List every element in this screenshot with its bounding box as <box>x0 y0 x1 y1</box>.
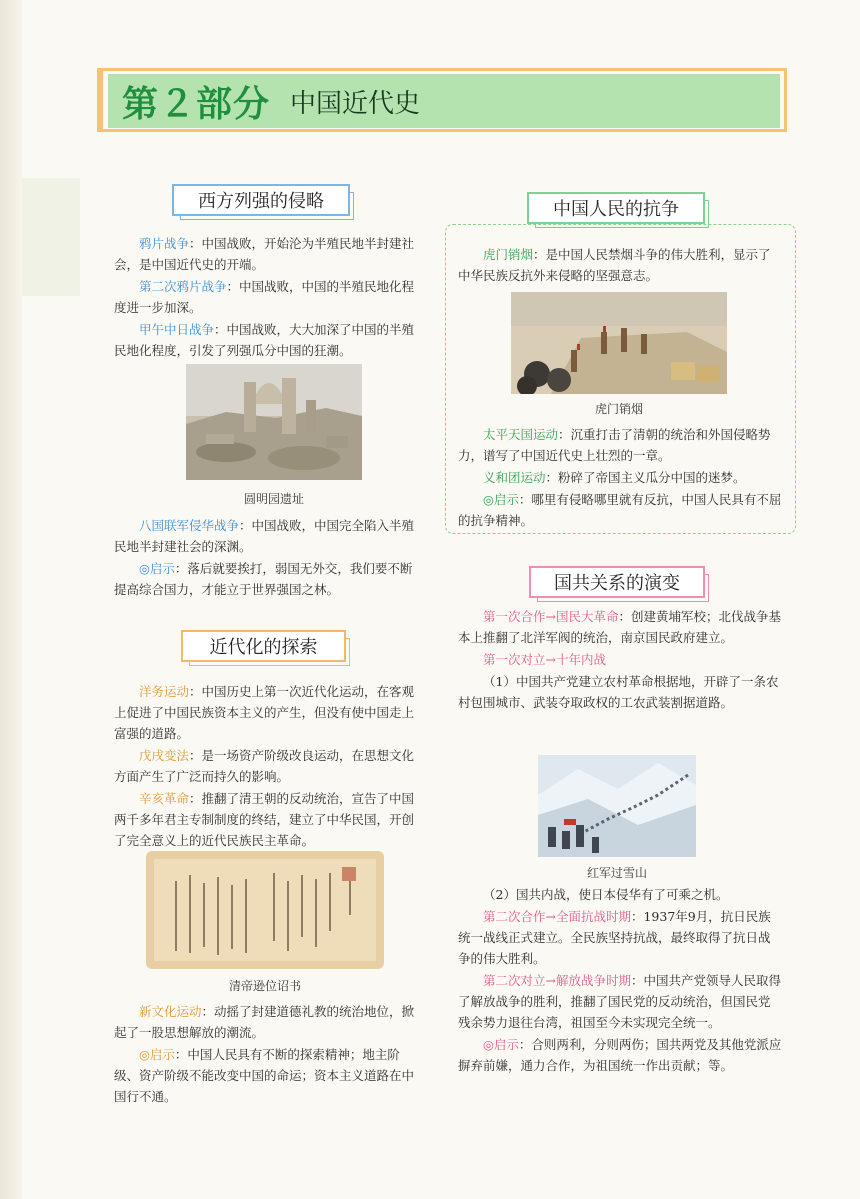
modern-items <box>114 681 418 852</box>
red-army-snow-mountain-image <box>538 755 696 857</box>
item-key: 太平天国运动 <box>483 427 559 442</box>
item-key: 鸦片战争 <box>139 236 190 251</box>
list-item <box>114 276 418 318</box>
item-key: 八国联军侵华战争 <box>139 518 240 533</box>
part-banner <box>108 74 780 128</box>
item-text: （1）中国共产党建立农村革命根据地，开辟了一条农村包围城市、武装夺取政权的工农武装割据道路。 <box>458 674 779 710</box>
image-caption: 红军过雪山 <box>586 866 647 880</box>
hint-text: ：合则两利，分则两伤；国共两党及其他党派应摒弃前嫌，通力合作，为祖国统一作出贡献；等。 <box>458 1037 782 1073</box>
kmt-cpc-items-2 <box>458 884 782 1077</box>
item-text: ：沉重打击了清朝的统治和外国侵略势力，谱写了中国近代史上壮烈的一章。 <box>458 427 771 463</box>
image-caption: 圆明园遗址 <box>243 492 304 506</box>
hint-text: ：中国人民具有不断的探索精神；地主阶级、资产阶级不能改变中国的命运；资本主义道路在中国行不通。 <box>114 1047 415 1104</box>
item-text: ：动摇了封建道德礼教的统治地位，掀起了一股思想解放的潮流。 <box>114 1004 415 1040</box>
item-key: 洋务运动 <box>139 684 190 699</box>
list-item <box>458 906 782 969</box>
hint-text: ：落后就要挨打，弱国无外交，我们要不断提高综合国力，才能立于世界强国之林。 <box>114 561 413 597</box>
kmt-cpc-items <box>458 606 782 714</box>
resist-items <box>458 244 782 287</box>
item-key: 第一次对立→十年内战 <box>483 652 606 667</box>
list-item <box>458 671 782 713</box>
item-text: ：是中国人民禁烟斗争的伟大胜利，显示了中华民族反抗外来侵略的坚强意志。 <box>458 247 771 283</box>
item-key: 虎门销烟 <box>483 247 534 262</box>
list-item <box>114 233 418 275</box>
item-key: 第二次合作→全面抗战时期 <box>483 909 631 924</box>
item-text: ：中国战败，开始沦为半殖民地半封建社会，是中国近代史的开端。 <box>114 236 415 272</box>
image-caption: 清帝逊位诏书 <box>228 979 301 993</box>
item-key: 甲午中日战争 <box>139 322 215 337</box>
hint <box>458 489 782 531</box>
page-edge <box>0 0 22 1199</box>
hint <box>114 558 418 600</box>
item-key: 新文化运动 <box>139 1004 202 1019</box>
item-text: ：是一场资产阶级改良运动，在思想文化方面产生了广泛而持久的影响。 <box>114 748 415 784</box>
section-heading-text: 中国人民的抗争 <box>553 199 679 220</box>
part-title: 中国近代史 <box>290 88 421 119</box>
yuanmingyuan-ruins-image <box>186 364 362 480</box>
list-item <box>458 467 782 488</box>
list-item <box>458 606 782 648</box>
item-key: 第二次对立→解放战争时期 <box>483 973 631 988</box>
item-text: ：1937年9月，抗日民族统一战线正式建立。全民族坚持抗战，最终取得了抗日战争的伟大胜利。 <box>458 909 771 966</box>
list-item <box>458 884 782 905</box>
section-heading-kmt-cpc <box>529 566 705 598</box>
item-text: ：中国战败，中国的半殖民地化程度进一步加深。 <box>114 279 415 315</box>
list-item <box>114 681 418 744</box>
section-heading-modern <box>181 630 346 662</box>
list-item <box>114 1001 418 1043</box>
section-heading-resist <box>527 192 705 224</box>
humen-opium-image <box>511 292 727 394</box>
abdication-edict-image <box>146 851 384 969</box>
item-text: （2）国共内战，使日本侵华有了可乘之机。 <box>483 887 729 902</box>
list-item <box>458 649 782 670</box>
hint <box>458 1034 782 1076</box>
item-key: 义和团运动 <box>483 470 546 485</box>
hint-text: ：哪里有侵略哪里就有反抗，中国人民具有不屈的抗争精神。 <box>458 492 782 528</box>
list-item <box>114 515 418 557</box>
hint-key: ◎启示 <box>139 1047 175 1062</box>
part-number: 第２部分 <box>122 83 271 124</box>
section-heading-text: 国共关系的演变 <box>554 573 680 594</box>
modern-items-2 <box>114 1001 418 1108</box>
image-caption: 虎门销烟 <box>594 402 643 416</box>
item-key: 第二次鸦片战争 <box>139 279 227 294</box>
hint-key: ◎启示 <box>483 1037 519 1052</box>
west-items <box>114 233 418 362</box>
west-items-2 <box>114 515 418 601</box>
hint <box>114 1044 418 1107</box>
item-key: 戊戌变法 <box>139 748 190 763</box>
list-item <box>114 319 418 361</box>
resist-items-2 <box>458 424 782 532</box>
item-text: ：推翻了清王朝的反动统治，宣告了中国两千多年君主专制制度的终结，建立了中华民国，开创了完全意义上的近代民族民主革命。 <box>114 791 415 848</box>
section-heading-west <box>172 184 350 216</box>
list-item <box>458 424 782 466</box>
hint-key: ◎启示 <box>483 492 519 507</box>
item-key: 第一次合作→国民大革命 <box>483 609 619 624</box>
page-side-tab <box>22 178 80 296</box>
item-text: ：创建黄埔军校；北伐战争基本上推翻了北洋军阀的统治，南京国民政府建立。 <box>458 609 781 645</box>
list-item <box>114 745 418 787</box>
item-text: ：中国历史上第一次近代化运动，在客观上促进了中国民族资本主义的产生，但没有使中国走上富强的道路。 <box>114 684 415 741</box>
item-text: ：中国战败，中国完全陷入半殖民地半封建社会的深渊。 <box>114 518 415 554</box>
hint-key: ◎启示 <box>139 561 175 576</box>
item-text: ：中国共产党领导人民取得了解放战争的胜利，推翻了国民党的反动统治，但国民党残余势力退往台湾，祖国至今未实现完全统一。 <box>458 973 781 1030</box>
section-heading-text: 西方列强的侵略 <box>198 191 324 212</box>
item-key: 辛亥革命 <box>139 791 190 806</box>
item-text: ：粉碎了帝国主义瓜分中国的迷梦。 <box>545 470 746 485</box>
list-item <box>114 788 418 851</box>
section-heading-text: 近代化的探索 <box>209 637 318 658</box>
item-text: ：中国战败，大大加深了中国的半殖民地化程度，引发了列强瓜分中国的狂潮。 <box>114 322 415 358</box>
list-item <box>458 244 782 286</box>
list-item <box>458 970 782 1033</box>
